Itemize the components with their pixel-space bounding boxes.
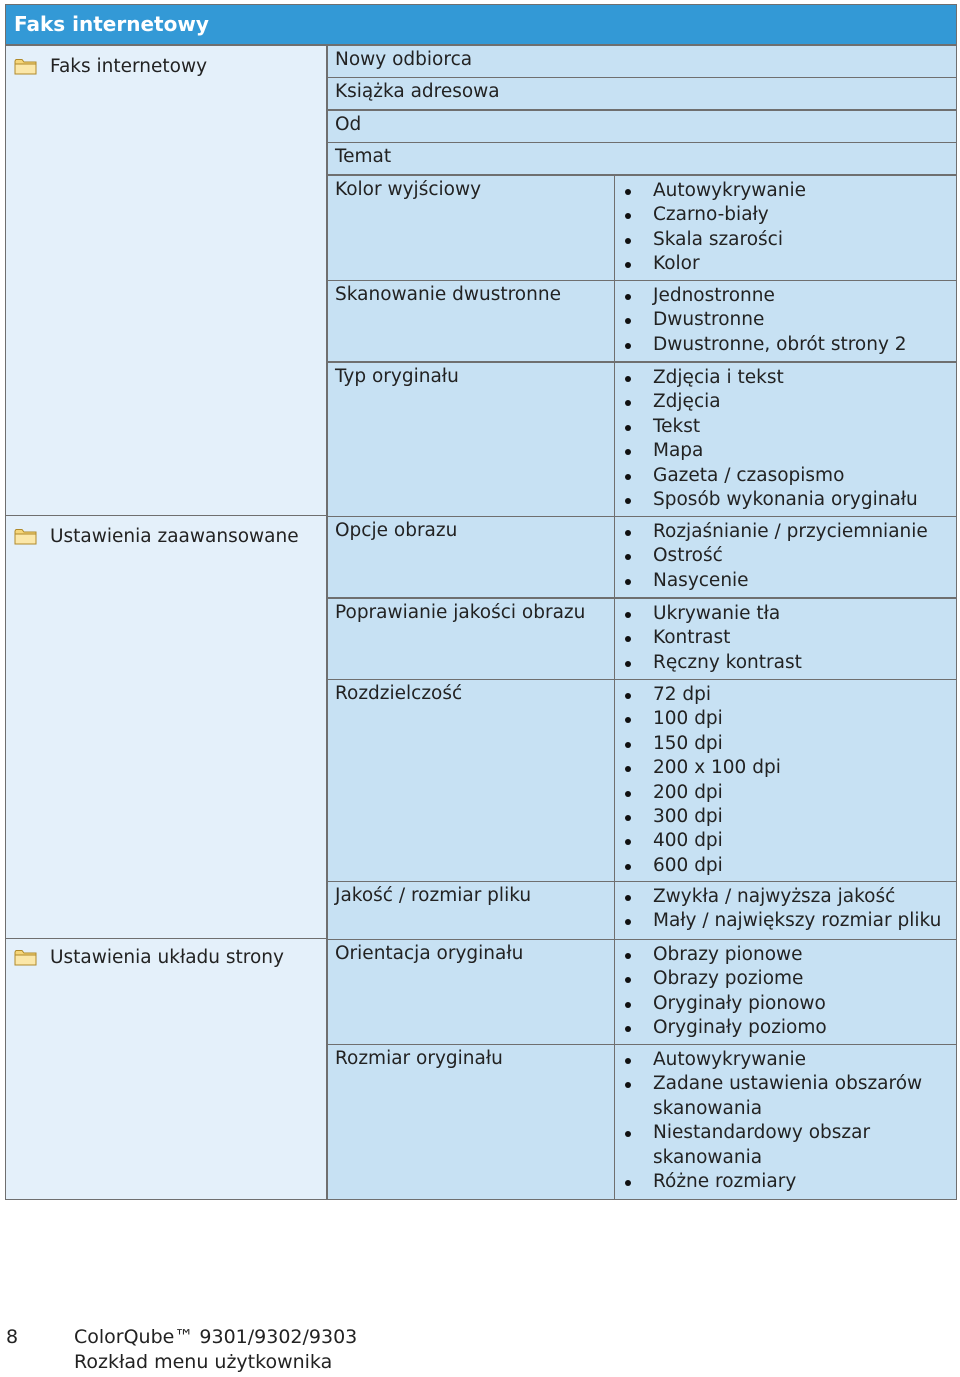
option-item: Kontrast (625, 626, 960, 650)
setting-cell (327, 175, 615, 281)
option-item: Zwykła / najwyższa jakość (625, 885, 960, 909)
options-list (625, 179, 960, 277)
folder-icon (14, 528, 37, 545)
option-item: 100 dpi (625, 707, 960, 731)
group-cell (5, 938, 327, 1200)
options-list (625, 885, 960, 934)
options-list (625, 943, 960, 1041)
option-item: 200 x 100 dpi (625, 756, 960, 780)
option-item: Skala szarości (625, 228, 960, 252)
options-list (625, 520, 960, 593)
option-item: Ręczny kontrast (625, 651, 960, 675)
option-item: Jednostronne (625, 284, 960, 308)
setting-label: Opcje obrazu (335, 520, 458, 541)
options-list (625, 284, 960, 357)
group-label: Ustawienia zaawansowane (50, 526, 299, 547)
option-item: Ostrość (625, 544, 960, 568)
option-item: 300 dpi (625, 805, 960, 829)
option-item: Rozjaśnianie / przyciemnianie (625, 520, 960, 544)
setting-label: Temat (335, 146, 392, 167)
options-cell (614, 280, 957, 362)
options-list (625, 683, 960, 878)
option-item: Oryginały pionowo (625, 992, 960, 1016)
options-cell (614, 516, 957, 598)
options-cell (614, 1044, 957, 1200)
group-label: Ustawienia układu strony (50, 947, 284, 968)
setting-label: Poprawianie jakości obrazu (335, 602, 586, 623)
options-cell (614, 881, 957, 940)
setting-label: Nowy odbiorca (335, 49, 473, 70)
setting-label: Książka adresowa (335, 81, 500, 102)
option-item: Różne rozmiary (625, 1170, 960, 1194)
folder-icon (14, 58, 37, 75)
option-item: Zadane ustawienia obszarów skanowania (625, 1072, 960, 1121)
group-label: Faks internetowy (50, 56, 208, 77)
option-item: Oryginały poziomo (625, 1016, 960, 1040)
setting-cell (327, 280, 615, 362)
group-cell (5, 45, 327, 516)
option-item: Mapa (625, 439, 960, 463)
footer-subtitle: Rozkład menu użytkownika (74, 1351, 333, 1373)
options-cell (614, 679, 957, 882)
setting-cell (327, 77, 957, 110)
setting-cell (327, 362, 615, 517)
options-cell (614, 598, 957, 680)
setting-label: Orientacja oryginału (335, 943, 524, 964)
setting-cell (327, 881, 615, 940)
option-item: 400 dpi (625, 829, 960, 853)
setting-cell (327, 110, 957, 143)
setting-cell (327, 598, 615, 680)
setting-label: Kolor wyjściowy (335, 179, 482, 200)
option-item: Tekst (625, 415, 960, 439)
option-item: 600 dpi (625, 854, 960, 878)
setting-cell (327, 142, 957, 175)
table-header (5, 4, 957, 45)
option-item: Czarno-biały (625, 203, 960, 227)
setting-cell (327, 45, 957, 78)
option-item: Nasycenie (625, 569, 960, 593)
setting-cell (327, 516, 615, 598)
options-list (625, 602, 960, 675)
option-item: Dwustronne (625, 308, 960, 332)
option-item: 200 dpi (625, 781, 960, 805)
option-item: Obrazy poziome (625, 967, 960, 991)
option-item: 150 dpi (625, 732, 960, 756)
option-item: Mały / największy rozmiar pliku (625, 909, 960, 933)
options-list (625, 1048, 960, 1194)
option-item: Gazeta / czasopismo (625, 464, 960, 488)
table-title: Faks internetowy (14, 12, 209, 36)
setting-cell (327, 1044, 615, 1200)
setting-label: Rozmiar oryginału (335, 1048, 503, 1069)
options-list (625, 366, 960, 512)
option-item: Ukrywanie tła (625, 602, 960, 626)
option-item: Obrazy pionowe (625, 943, 960, 967)
options-cell (614, 362, 957, 517)
option-item: Autowykrywanie (625, 179, 960, 203)
option-item: Zdjęcia i tekst (625, 366, 960, 390)
option-item: Autowykrywanie (625, 1048, 960, 1072)
setting-label: Rozdzielczość (335, 683, 463, 704)
option-item: Kolor (625, 252, 960, 276)
group-cell (5, 515, 327, 939)
option-item: Niestandardowy obszar skanowania (625, 1121, 960, 1170)
option-item: 72 dpi (625, 683, 960, 707)
options-cell (614, 939, 957, 1045)
setting-label: Od (335, 114, 362, 135)
page-number: 8 (6, 1326, 19, 1348)
setting-label: Typ oryginału (335, 366, 459, 387)
option-item: Dwustronne, obrót strony 2 (625, 333, 960, 357)
option-item: Sposób wykonania oryginału (625, 488, 960, 512)
menu-table (5, 4, 957, 1200)
setting-label: Skanowanie dwustronne (335, 284, 561, 305)
options-cell (614, 175, 957, 281)
folder-icon (14, 949, 37, 966)
footer-product: ColorQube™ 9301/9302/9303 (74, 1326, 358, 1348)
setting-cell (327, 679, 615, 882)
setting-cell (327, 939, 615, 1045)
option-item: Zdjęcia (625, 390, 960, 414)
setting-label: Jakość / rozmiar pliku (335, 885, 532, 906)
